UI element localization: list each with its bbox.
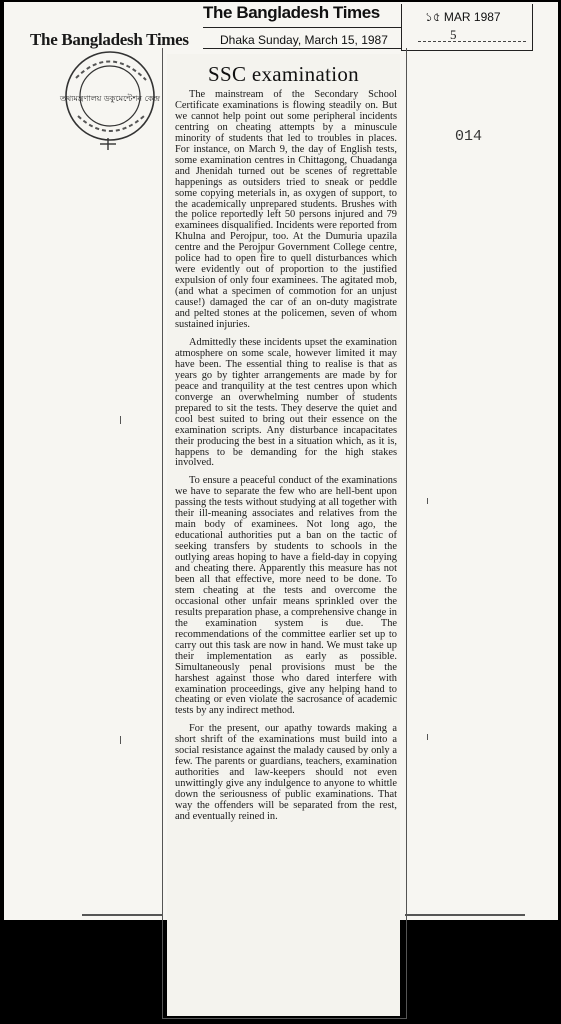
bottom-scan-edge (82, 914, 162, 916)
margin-tick (427, 734, 428, 740)
article-paragraph-1: The mainstream of the Secondary School Certificate examinations is flowing steadily on. But we cannot help point out some peripheral incidents centring on cheating attempts by a minuscule minority of students that led to troubles in places. For instance, on March 9, the day of English tests, some examination centres in Chittagong, Chuadanga and Jhenidah turned out be scenes of regrettable happenings as outsiders tried to sneak or peddle some copying meterials in, as oxygen of support, to the academically unprepared students. Brushes with the police reportedly left 50 persons injured and 79 examinees disqualified. Incidents were reported from Khulna and Perojpur, too. At the Dumuria upazila centre and the Perojpur Government College centre, police had to open fire to quell disturbances which were evidently out of proportion to the justified expulsion of only four examinees. The agitated mob, (and what a specimen of commotion for an unjust cause!) damaged the car of an on-duty magistrate and pelted stones at the policemen, seven of whom sustained injuries. (175, 89, 397, 331)
article-body (175, 90, 397, 830)
seal-text: তথ্যমন্ত্রণালয় ডকুমেন্টেশন কেন্দ্র (60, 94, 160, 103)
article-paragraph-3: To ensure a peaceful conduct of the examinations we have to separate the few who are hell-bent upon passing the tests without studying at all together with their ill-meaning associates and relatives from the main body of examinees. Not long ago, the educational authorities put a ban on the tactic of seeking transfers by students to schools in the outlying areas hoping to have a field-day in copying and cheating there. Apparently this measure has not been all that effective, more need to be done. To stem cheating at the tests and overcome the occasional other unfair means sprinkled over the results preparation phase, a comprehensive change in the examination system is due. The recommendations of the committee earlier set up to carry out this task are now in hand. We must take up their implementation as early as possible. Simultaneously penal provisions must be the harshest against those who dared interfere with examination proceedings, give any helping hand to cheating or even violate the sacrosance of academic tests by any indirect method. (175, 475, 397, 717)
bottom-scan-edge (405, 914, 525, 916)
margin-tick (120, 736, 121, 744)
newspaper-clipping (167, 54, 400, 1016)
stamp-date: ১৫ MAR 1987 (425, 10, 501, 24)
page-number: 014 (455, 128, 483, 145)
masthead-top-title: The Bangladesh Times (203, 3, 380, 22)
dateline: Dhaka Sunday, March 15, 1987 (220, 33, 388, 47)
margin-tick (120, 416, 121, 424)
article-paragraph-4: For the present, our apathy towards making a short shrift of the examinations must build into a social resistance against the malady caused by only a few. The parents or guardians, teachers, examination authorities and law-keepers should not even unwittingly give any indulgence to anyone to whittle down the seriousness of public examinations. That way the offenders will be separated from the rest, and eventually reined in. (175, 723, 397, 822)
masthead-left-title: The Bangladesh Times (30, 30, 189, 49)
article-headline: SSC examination (208, 62, 359, 86)
documentation-seal (56, 46, 164, 154)
article-paragraph-2: Admittedly these incidents upset the examination atmosphere on some scale, however limited it may have been. The essential thing to realise is that as years go by tighter arrangements are made by for peace and tranquility at the test centres upon which converge an overwhelming number of students prepared to sit the tests. They deserve the quiet and cool best suited to bring out their essence on the examination scripts. Any disturbance incapacitates their producing the best in a situation which, as it is, happens to be demanding for the high stakes involved. (175, 336, 397, 469)
stamp-number: 5 (450, 27, 457, 42)
stamp-dash-line (418, 41, 526, 42)
margin-tick (427, 498, 428, 504)
